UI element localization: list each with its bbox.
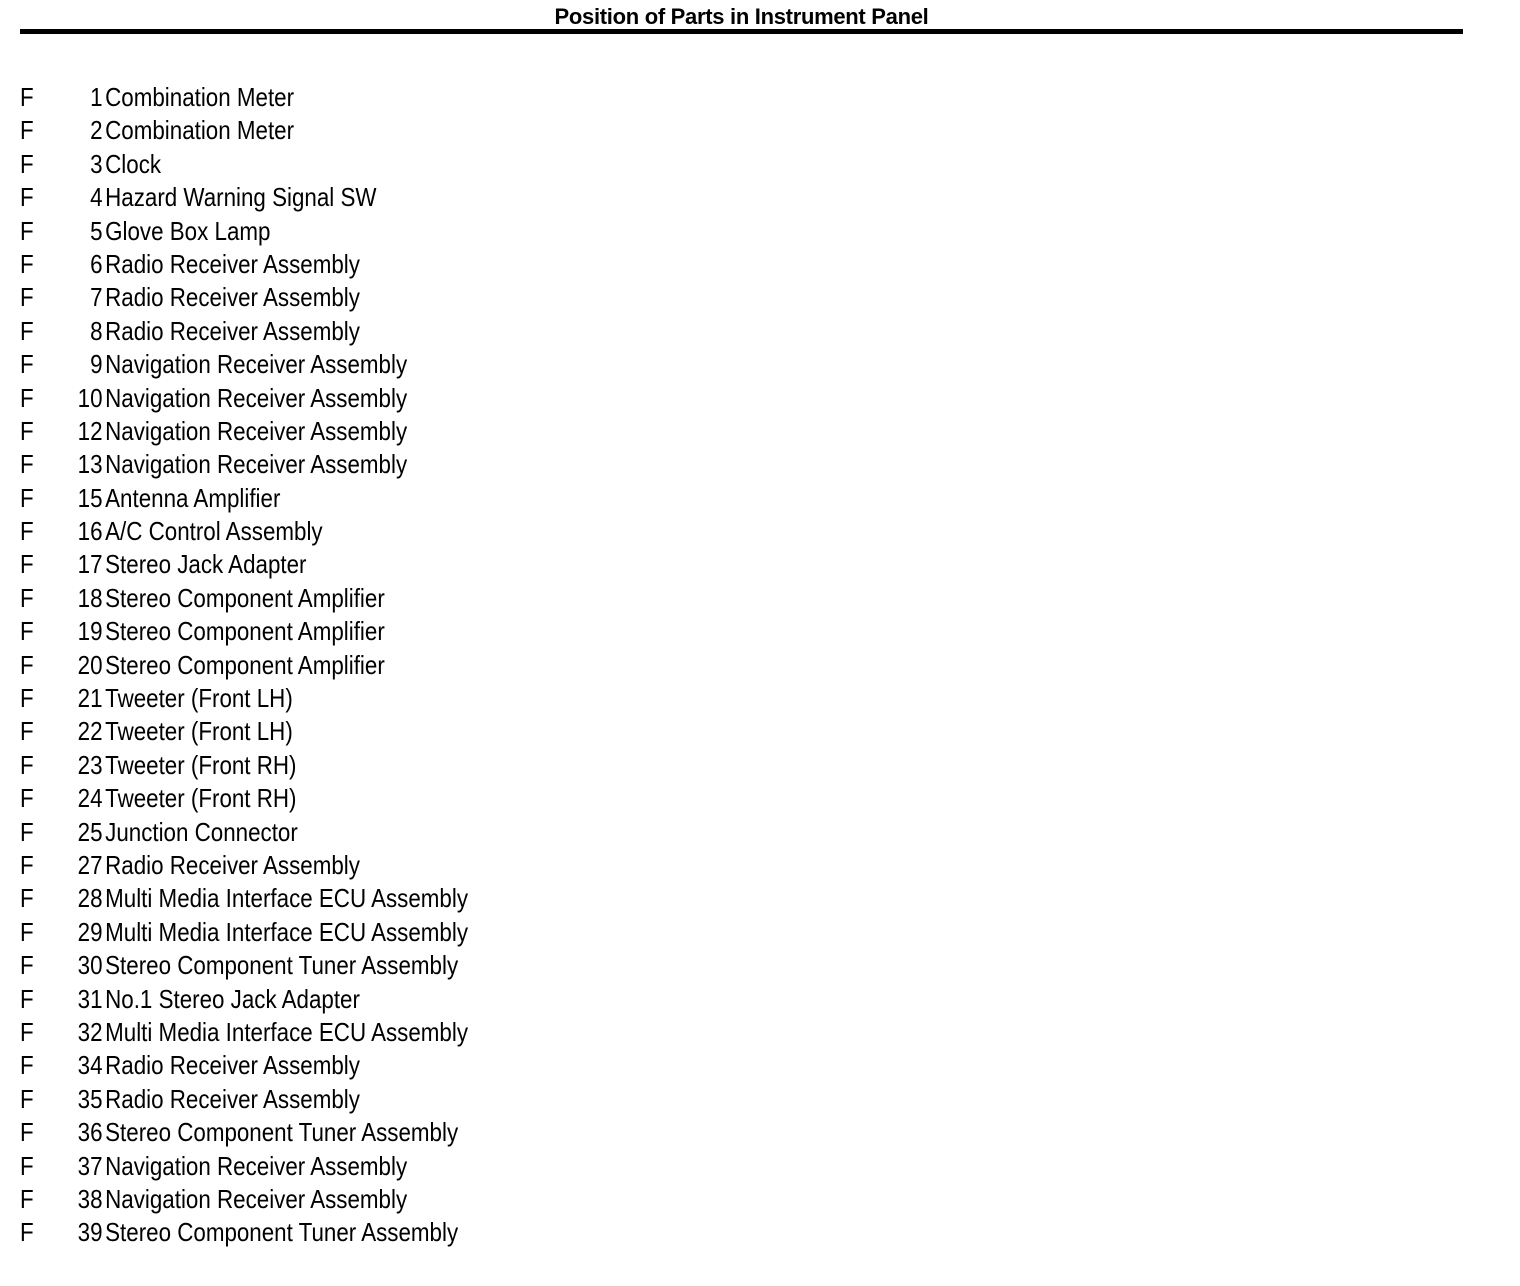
part-connector-prefix: F — [20, 816, 34, 847]
part-connector-number: 30 — [77, 950, 103, 981]
part-connector-prefix: F — [20, 516, 34, 547]
part-connector-prefix: F — [20, 1016, 34, 1047]
part-name: Stereo Component Tuner Assembly — [105, 1217, 459, 1248]
part-connector-number: 38 — [77, 1183, 103, 1214]
part-connector-number: 27 — [77, 849, 103, 880]
part-name: Navigation Receiver Assembly — [105, 1183, 408, 1214]
part-name: Combination Meter — [105, 82, 295, 112]
part-connector-number: 39 — [77, 1217, 103, 1248]
part-name: Stereo Component Tuner Assembly — [105, 950, 459, 981]
part-connector-prefix: F — [20, 1150, 34, 1181]
part-connector-number: 24 — [77, 783, 103, 814]
part-name: Junction Connector — [105, 816, 298, 847]
part-connector-number: 13 — [77, 449, 103, 480]
part-connector-prefix: F — [20, 449, 34, 480]
part-name: Multi Media Interface ECU Assembly — [105, 883, 469, 914]
part-connector-prefix: F — [20, 983, 34, 1014]
part-connector-prefix: F — [20, 549, 34, 580]
part-connector-prefix: F — [20, 749, 34, 780]
part-connector-prefix: F — [20, 315, 34, 346]
part-connector-number: 36 — [77, 1117, 103, 1148]
part-connector-number: 7 — [90, 282, 103, 313]
part-connector-number: 16 — [77, 516, 103, 547]
part-connector-prefix: F — [20, 582, 34, 613]
part-name: Tweeter (Front LH) — [105, 683, 293, 714]
part-connector-prefix: F — [20, 282, 34, 313]
part-name: Stereo Component Tuner Assembly — [105, 1117, 459, 1148]
part-connector-prefix: F — [20, 616, 34, 647]
part-connector-number: 10 — [77, 382, 103, 413]
part-connector-prefix: F — [20, 1117, 34, 1148]
part-connector-prefix: F — [20, 1083, 34, 1114]
part-name: Stereo Component Amplifier — [105, 582, 385, 613]
part-connector-prefix: F — [20, 683, 34, 714]
part-name: Glove Box Lamp — [105, 215, 271, 246]
part-connector-number: 3 — [90, 148, 103, 179]
part-connector-prefix: F — [20, 248, 34, 279]
part-connector-number: 25 — [77, 816, 103, 847]
part-connector-prefix: F — [20, 1217, 34, 1248]
part-connector-number: 23 — [77, 749, 103, 780]
part-connector-prefix: F — [20, 649, 34, 680]
part-connector-number: 29 — [77, 916, 103, 947]
part-connector-prefix: F — [20, 82, 34, 112]
part-connector-number: 32 — [77, 1016, 103, 1047]
part-connector-prefix: F — [20, 215, 34, 246]
part-connector-number: 8 — [90, 315, 103, 346]
part-name: Radio Receiver Assembly — [105, 248, 360, 279]
part-connector-number: 37 — [77, 1150, 103, 1181]
part-connector-number: 9 — [90, 349, 103, 380]
part-connector-number: 20 — [77, 649, 103, 680]
part-connector-number: 12 — [77, 415, 103, 446]
part-name: Navigation Receiver Assembly — [105, 349, 408, 380]
page-title: Position of Parts in Instrument Panel — [554, 4, 929, 29]
part-connector-prefix: F — [20, 916, 34, 947]
part-connector-number: 34 — [77, 1050, 103, 1081]
part-name: Navigation Receiver Assembly — [105, 1150, 408, 1181]
part-name: Antenna Amplifier — [105, 482, 281, 513]
part-connector-number: 17 — [77, 549, 103, 580]
part-connector-prefix: F — [20, 382, 34, 413]
part-connector-number: 19 — [77, 616, 103, 647]
part-name: Hazard Warning Signal SW — [105, 182, 377, 213]
part-name: Combination Meter — [105, 115, 295, 146]
part-name: Stereo Component Amplifier — [105, 649, 385, 680]
part-name: Stereo Jack Adapter — [105, 549, 307, 580]
part-connector-number: 18 — [77, 582, 103, 613]
part-connector-prefix: F — [20, 349, 34, 380]
part-connector-number: 35 — [77, 1083, 103, 1114]
part-connector-prefix: F — [20, 783, 34, 814]
part-name: Multi Media Interface ECU Assembly — [105, 1016, 469, 1047]
part-connector-number: 31 — [77, 983, 103, 1014]
part-name: Radio Receiver Assembly — [105, 1083, 360, 1114]
part-name: Multi Media Interface ECU Assembly — [105, 916, 469, 947]
part-name: Stereo Component Amplifier — [105, 616, 385, 647]
part-connector-prefix: F — [20, 883, 34, 914]
part-connector-prefix: F — [20, 148, 34, 179]
part-connector-number: 4 — [90, 182, 103, 213]
part-connector-number: 15 — [77, 482, 103, 513]
part-connector-prefix: F — [20, 716, 34, 747]
part-connector-prefix: F — [20, 182, 34, 213]
part-name: Radio Receiver Assembly — [105, 1050, 360, 1081]
part-connector-prefix: F — [20, 415, 34, 446]
part-connector-prefix: F — [20, 1183, 34, 1214]
part-connector-number: 22 — [77, 716, 103, 747]
part-connector-prefix: F — [20, 1050, 34, 1081]
part-name: Clock — [105, 148, 162, 179]
part-name: Navigation Receiver Assembly — [105, 449, 408, 480]
part-name: No.1 Stereo Jack Adapter — [105, 983, 360, 1014]
part-name: Radio Receiver Assembly — [105, 315, 360, 346]
part-name: Tweeter (Front LH) — [105, 716, 293, 747]
part-connector-number: 6 — [90, 248, 103, 279]
part-name: Tweeter (Front RH) — [105, 749, 297, 780]
part-name: A/C Control Assembly — [105, 516, 323, 547]
part-name: Tweeter (Front RH) — [105, 783, 297, 814]
title-divider — [20, 29, 1463, 34]
part-name: Navigation Receiver Assembly — [105, 415, 408, 446]
part-name: Radio Receiver Assembly — [105, 282, 360, 313]
part-name: Radio Receiver Assembly — [105, 849, 360, 880]
part-connector-number: 28 — [77, 883, 103, 914]
part-connector-number: 1 — [90, 82, 103, 112]
part-connector-prefix: F — [20, 849, 34, 880]
part-name: Navigation Receiver Assembly — [105, 382, 408, 413]
part-connector-prefix: F — [20, 950, 34, 981]
part-connector-number: 5 — [90, 215, 103, 246]
part-connector-number: 21 — [77, 683, 103, 714]
part-connector-prefix: F — [20, 482, 34, 513]
part-connector-number: 2 — [90, 115, 103, 146]
part-connector-prefix: F — [20, 115, 34, 146]
